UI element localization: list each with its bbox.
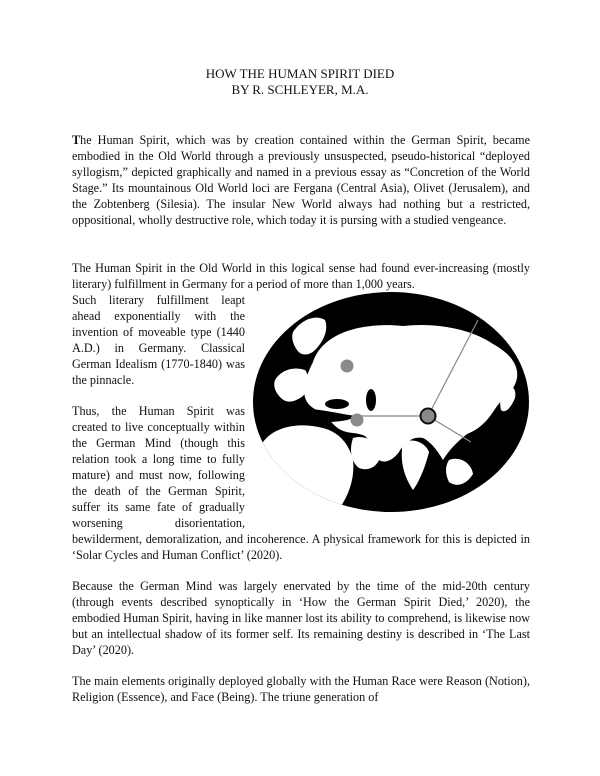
- olivet-marker: [351, 414, 364, 427]
- world-map-graphic: [253, 292, 530, 512]
- world-map-figure: [253, 292, 530, 512]
- black-sea: [325, 399, 349, 409]
- title-line: HOW THE HUMAN SPIRIT DIED: [205, 66, 395, 81]
- paragraph-human-spirit: Thus, the Human Spirit was created to live conceptually within the German Mind (though this relation took a long time to fully mature) and must now, following the death of the German Spirit, suffer its same fate of gradually worsening disorientation, bewilderment, demoralization, and incoherence. A physical framework for this is depicted in ‘Solar Cycles and Human Conflict’ (2020).: [72, 404, 530, 562]
- drop-cap: T: [72, 133, 81, 147]
- fergana-marker: [421, 409, 436, 424]
- author-line: BY R. SCHLEYER, M.A.: [231, 82, 369, 97]
- wrapped-section: [72, 292, 530, 720]
- paragraph-main-elements: The main elements originally deployed globally with the Human Race were Reason (Notion), Religion (Essence), and Face (Being). The triune generation of: [72, 674, 530, 704]
- paragraph-intro-text: he Human Spirit, which was by creation contained within the German Spirit, became embodied in the Old World through a previously unsuspected, pseudo-historical “deployed syllogism,” depicted graphically and named in a previous essay as “Concretion of the World Stage.” Its mountainous Old World loci are Fergana (Central Asia), Olivet (Jerusalem), and the Zobtenberg (Silesia). The insular New World always had nothing but a restricted, oppositional, wholly destructive role, which today it is pursing with a studied vengeance.: [72, 133, 530, 227]
- zobtenberg-marker: [341, 360, 354, 373]
- paragraph-literary: Such literary fulfillment leapt ahead exponentially with the invention of moveable type (1440 A.D.) in Germany. Classical German Idealism (1770-1840) was the pinnacle.: [72, 293, 245, 387]
- africa-landmass: [259, 425, 354, 512]
- paragraph-fulfillment: The Human Spirit in the Old World in this logical sense had found ever-increasing (mostly literary) fulfillment in Germany for a period of more than 1,000 years.: [72, 261, 530, 291]
- paragraph-german-mind: Because the German Mind was largely enervated by the time of the mid-20th century (through events described synoptically in ‘How the German Spirit Died,’ 2020), the embodied Human Spirit, having in like manner lost its ability to comprehend, is likewise now but an intellectual shadow of its former self. Its remaining destiny is described in ‘The Last Day’ (2020).: [72, 579, 530, 657]
- document-title: [0, 66, 600, 98]
- caspian-sea: [366, 389, 376, 411]
- paragraph-intro: [72, 132, 530, 228]
